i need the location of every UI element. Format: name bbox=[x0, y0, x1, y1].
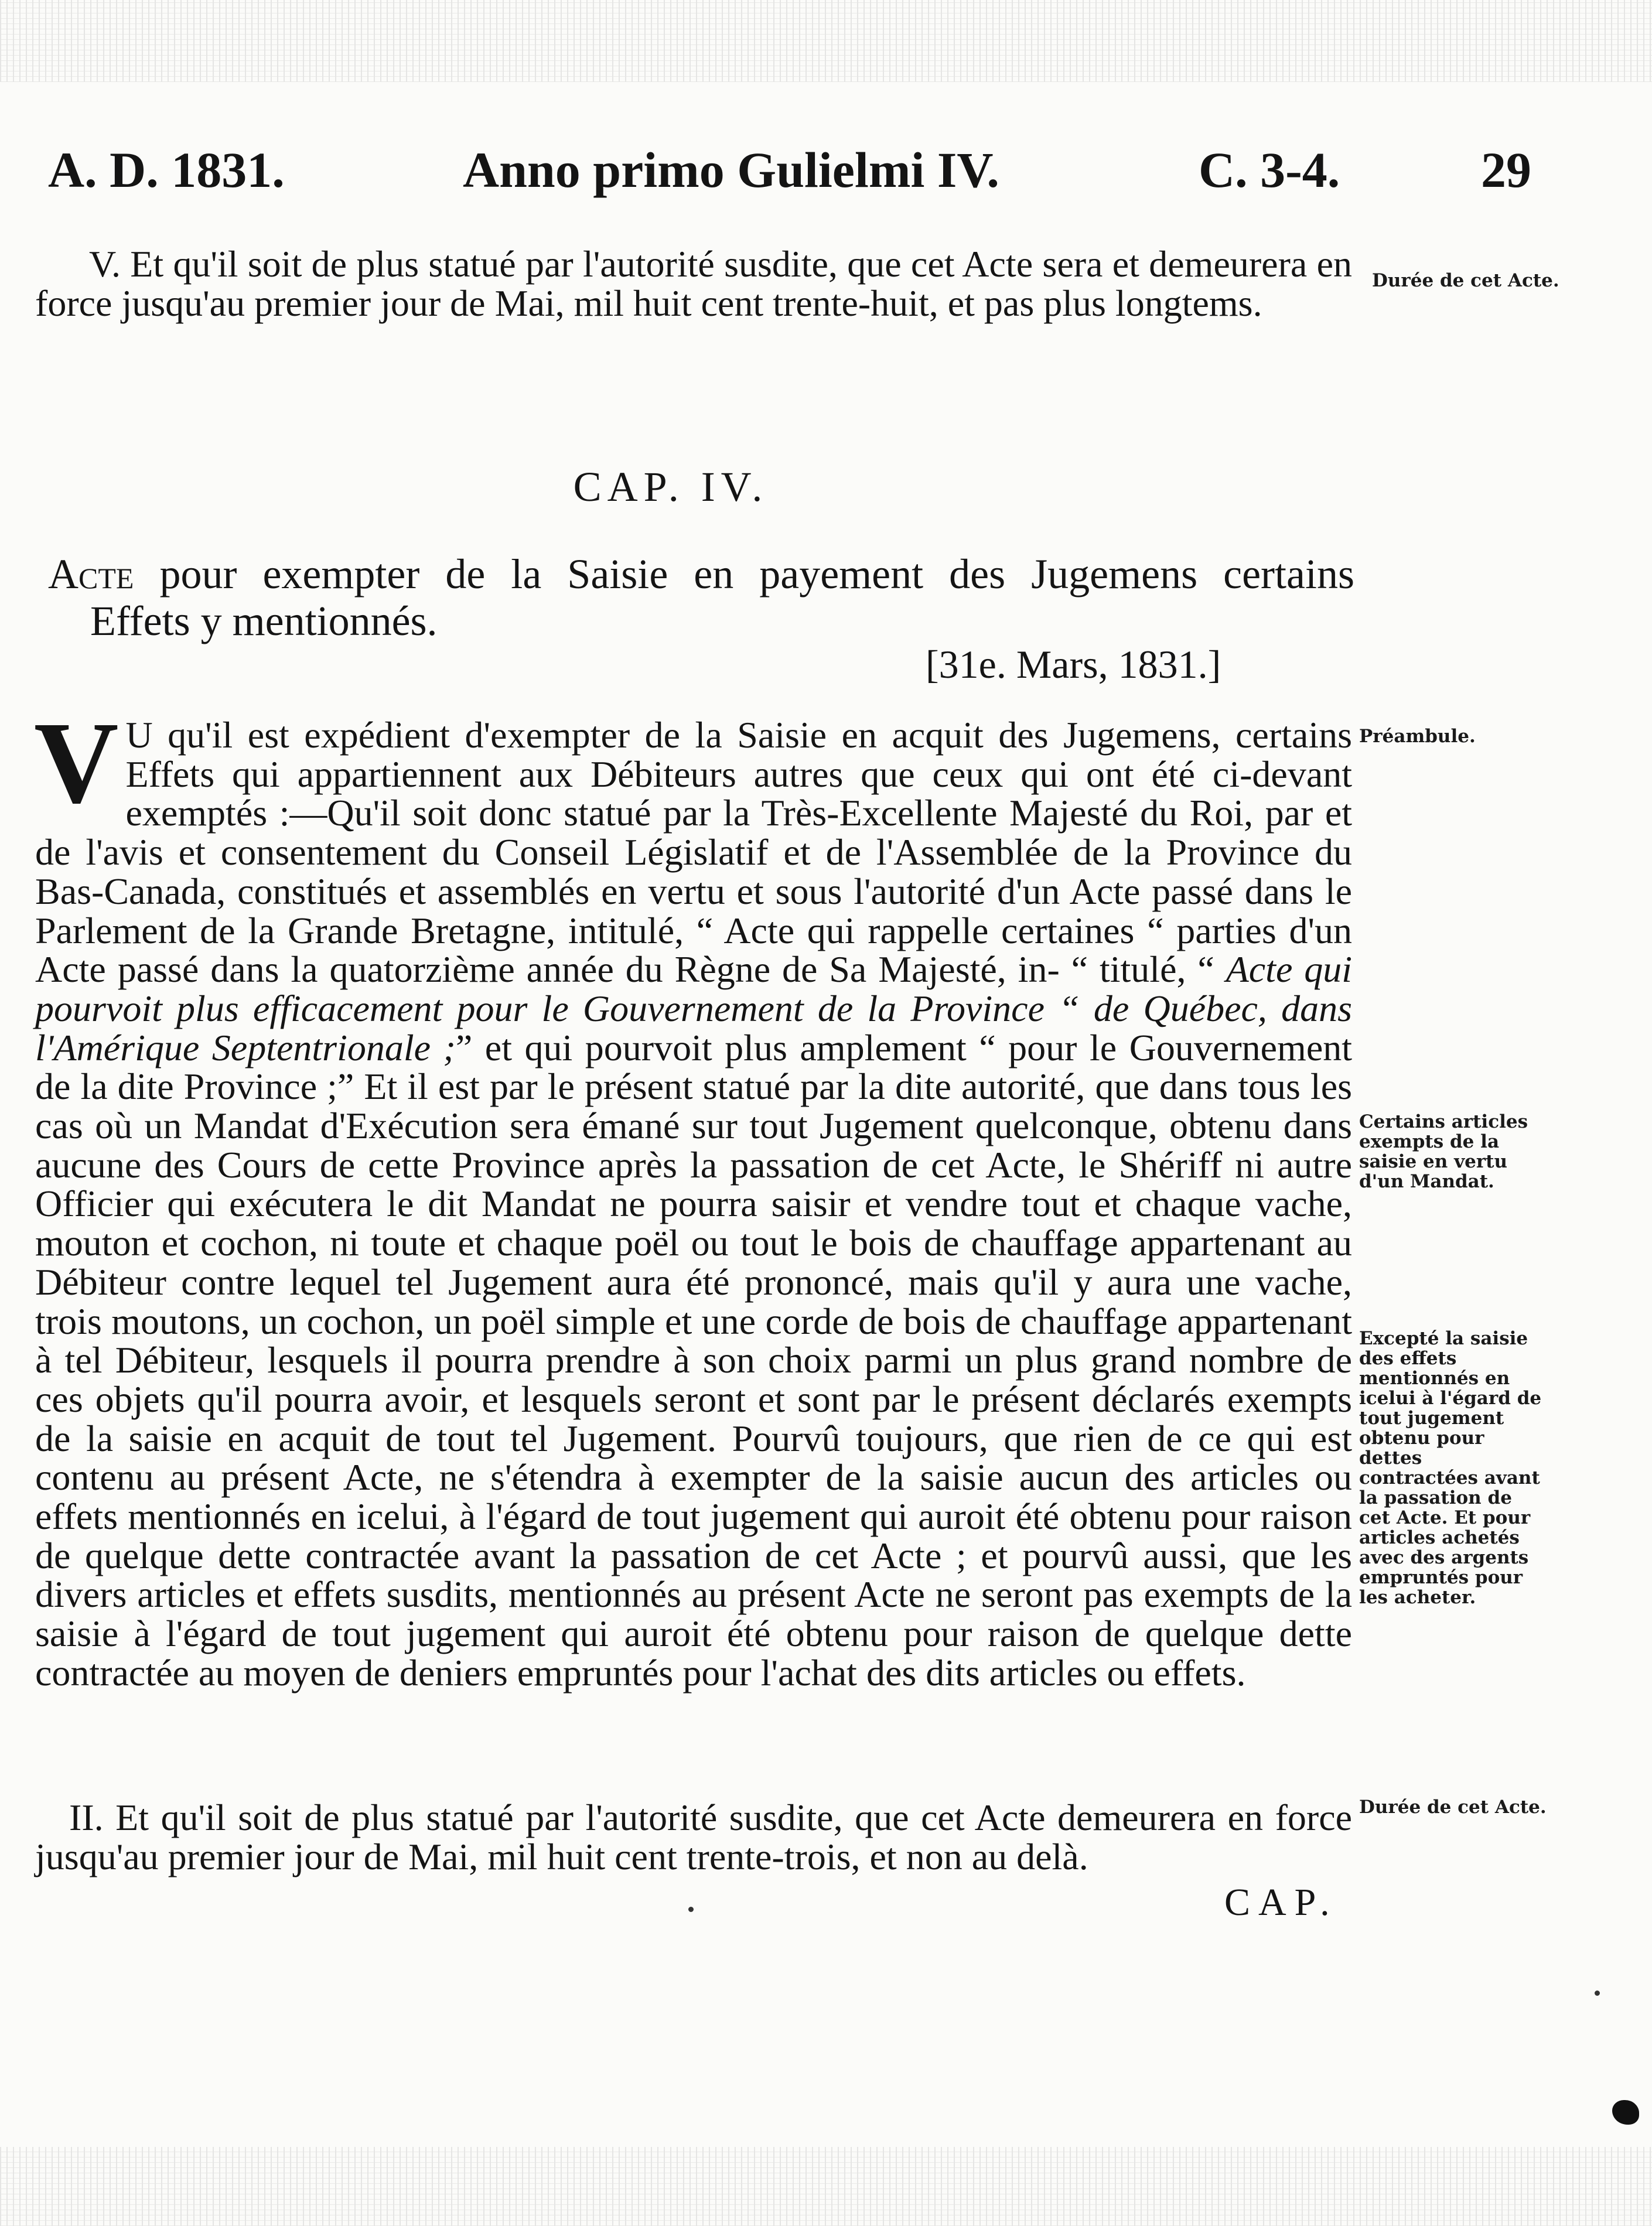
running-header bbox=[0, 141, 1652, 205]
chapter-heading: CAP. IV. bbox=[573, 463, 769, 510]
section-v-paragraph bbox=[35, 245, 1352, 323]
section-ii-text: II. Et qu'il soit de plus statué par l'autorité susdite, que cet Acte demeurera en force jusqu'au premier jour de Mai, mil huit cent trente-trois, et non au delà. bbox=[35, 1797, 1352, 1877]
margin-note-certains-articles: Certains articles exempts de la saisie en vertu d'un Mandat. bbox=[1359, 1111, 1528, 1192]
drop-cap: V bbox=[34, 698, 119, 828]
section-ii-paragraph bbox=[35, 1798, 1352, 1876]
page-number: 29 bbox=[1481, 142, 1531, 198]
act-title-lead-word: Acte bbox=[48, 551, 134, 598]
ink-blot bbox=[1612, 2100, 1639, 2125]
act-title-line1-rest: pour exempter de la Saisie en payement des Jugemens certains bbox=[159, 551, 1355, 598]
act-title-line2: Effets y mentionnés. bbox=[90, 598, 438, 644]
act-title bbox=[48, 551, 1354, 644]
catchword: CAP. bbox=[1224, 1881, 1338, 1924]
act-title-line1 bbox=[48, 551, 1354, 598]
act-date: [31e. Mars, 1831.] bbox=[926, 642, 1221, 687]
header-chapter: C. 3-4. bbox=[1199, 142, 1340, 198]
margin-note-duree-ii: Durée de cet Acte. bbox=[1359, 1797, 1547, 1818]
margin-note-excepte: Excepté la saisie des effets mentionnés en icelui à l'égard de tout jugement obtenu pour dettes contractées avant la passation de cet Acte. Et pour articles achetés avec des argents empruntés pour les acheter. bbox=[1359, 1328, 1542, 1608]
ink-speck bbox=[688, 1907, 694, 1912]
margin-note-duree-v: Durée de cet Acte. bbox=[1372, 270, 1559, 291]
preamble-paragraph bbox=[34, 698, 1353, 1694]
preamble-italic-title: Acte qui pourvoit plus efficacement pour le Gouvernement de la Province “ de Québec, dans l'Amérique Septentrionale ; bbox=[35, 948, 1353, 1068]
section-v-text: V. Et qu'il soit de plus statué par l'autorité susdite, que cet Acte sera et demeurera en force jusqu'au premier jour de Mai, mil huit cent trente-huit, et pas plus longtems. bbox=[35, 243, 1352, 324]
ink-speck bbox=[1595, 1991, 1600, 1996]
header-title: Anno primo Gulielmi IV. bbox=[463, 142, 999, 198]
preamble-text: U qu'il est expédient d'exempter de la Saisie en acquit des Jugemens, certains Effets qui appartiennent aux Débiteurs autres que ceux qui ont été ci-devant exemptés :—Qu'il soit donc statué par la Très-Excellente Majesté du Roi, par et de l'avis et consentement du Conseil Législatif et de l'Assemblée de la Province du Bas-Canada, constitués et assemblés en vertu et sous l'autorité d'un Acte passé dans le Parlement de la Grande Bretagne, intitulé, “ Acte qui rappelle certaines “ parties d'un Acte passé dans la quatorzième année du Règne de Sa Majesté, in- “ titulé, “ bbox=[35, 714, 1352, 991]
header-year: A. D. 1831. bbox=[48, 142, 285, 198]
preamble-text-after: ” et qui pourvoit plus amplement “ pour le Gouvernement de la dite Province ;” Et il est par le présent statué par la dite autorité, que dans tous les cas où un Mandat d'Exécution sera émané sur tout Jugement quelconque, obtenu dans aucune des Cours de cette Province après la passation de cet Acte, le Shériff ni autre Officier qui exécutera le dit Mandat ne pourra saisir et vendre tout et chaque vache, mouton et cochon, ni toute et chaque poël ou tout le bois de chauffage appartenant au Débiteur contre lequel tel Jugement aura été prononcé, mais qu'il y aura une vache, trois moutons, un cochon, un poël simple et une corde de bois de chauffage appartenant à tel Débiteur, lesquels il pourra prendre à son choix parmi un plus grand nombre de ces objets qu'il pourra avoir, et lesquels seront et sont par le présent déclarés exempts de la saisie en acquit de tout tel Jugement. Pourvû toujours, que rien de ce qui est contenu au présent Acte, ne s'étendra à exempter de la saisie aucun des articles ou effets mentionnés en icelui, à l'égard de tout jugement qui auroit été obtenu pour raison de quelque dette contractée avant la passation de cet Acte ; et pourvû aussi, que les divers articles et effets susdits, mentionnés au présent Acte ne seront pas exempts de la saisie à l'égard de tout jugement qui auroit été obtenu pour raison de quelque dette contractée au moyen de deniers empruntés pour l'achat des dits articles ou effets. bbox=[35, 1026, 1353, 1694]
print-noise-bottom bbox=[0, 2147, 1652, 2226]
print-noise-top bbox=[0, 0, 1652, 82]
preamble-text-block bbox=[34, 698, 1353, 1694]
margin-note-preambule: Préambule. bbox=[1359, 726, 1476, 747]
